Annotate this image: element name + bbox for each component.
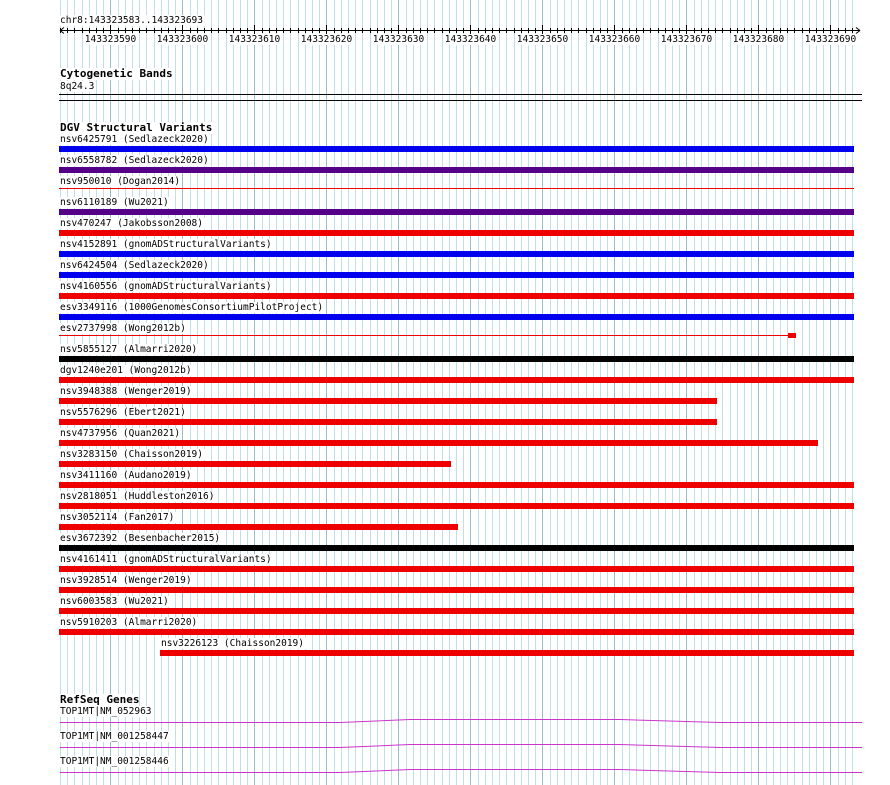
dgv-feature-label[interactable]: nsv6558782 (Sedlazeck2020) (60, 155, 209, 166)
refseq-gene-label[interactable]: TOP1MT|NM_001258446 (60, 756, 169, 767)
dgv-feature-bar[interactable] (59, 293, 854, 299)
dgv-feature-bar[interactable] (59, 482, 854, 488)
ruler-tick-label: 143323620 (300, 34, 353, 45)
dgv-feature-bar[interactable] (59, 272, 854, 278)
dgv-feature-label[interactable]: nsv4737956 (Quan2021) (60, 428, 181, 439)
dgv-feature-label[interactable]: nsv5576296 (Ebert2021) (60, 407, 186, 418)
dgv-feature-label[interactable]: nsv3283150 (Chaisson2019) (60, 449, 203, 460)
cytoband-line-bottom (59, 100, 862, 101)
ruler-tick-label: 143323660 (588, 34, 641, 45)
dgv-feature-label[interactable]: nsv3226123 (Chaisson2019) (161, 638, 304, 649)
ruler-tick-label: 143323690 (804, 34, 857, 45)
dgv-feature-bar[interactable] (59, 230, 854, 236)
dgv-feature-label[interactable]: nsv4152891 (gnomADStructuralVariants) (60, 239, 272, 250)
dgv-feature-bar[interactable] (59, 167, 854, 173)
ruler-tick-label: 143323650 (516, 34, 569, 45)
dgv-feature-label[interactable]: nsv6003583 (Wu2021) (60, 596, 169, 607)
dgv-feature-bar[interactable] (59, 377, 854, 383)
ruler-location: chr8:143323583..143323693 (60, 15, 203, 26)
dgv-feature-bar[interactable] (59, 503, 854, 509)
dgv-feature-bar[interactable] (59, 566, 854, 572)
dgv-feature-label[interactable]: nsv3411160 (Audano2019) (60, 470, 192, 481)
dgv-feature-label[interactable]: nsv3928514 (Wenger2019) (60, 575, 192, 586)
dgv-feature-label[interactable]: nsv5910203 (Almarri2020) (60, 617, 198, 628)
refseq-gene-line (60, 720, 862, 723)
dgv-feature-label[interactable]: nsv2818051 (Huddleston2016) (60, 491, 215, 502)
refseq-gene-label[interactable]: TOP1MT|NM_052963 (60, 706, 152, 717)
dgv-feature-bar[interactable] (59, 314, 854, 320)
dgv-feature-label[interactable]: nsv6425791 (Sedlazeck2020) (60, 134, 209, 145)
ruler-tick-label: 143323630 (372, 34, 425, 45)
dgv-feature-label[interactable]: esv3672392 (Besenbacher2015) (60, 533, 221, 544)
dgv-feature-bar[interactable] (59, 146, 854, 152)
dgv-feature-label[interactable]: nsv950010 (Dogan2014) (60, 176, 181, 187)
refseq-gene-model[interactable] (0, 741, 890, 749)
dgv-feature-bar[interactable] (59, 608, 854, 614)
dgv-feature-bar[interactable] (59, 209, 854, 215)
dgv-feature-label[interactable]: nsv4160556 (gnomADStructuralVariants) (60, 281, 272, 292)
dgv-feature-label[interactable]: nsv470247 (Jakobsson2008) (60, 218, 203, 229)
ruler-tick-label: 143323610 (228, 34, 281, 45)
dgv-feature-bar[interactable] (59, 398, 717, 404)
dgv-feature-bar[interactable] (59, 251, 854, 257)
cytoband-line-top (59, 94, 862, 95)
dgv-feature-bar[interactable] (160, 650, 854, 656)
dgv-feature-bar[interactable] (59, 188, 854, 189)
cytoband-label[interactable]: 8q24.3 (60, 81, 95, 92)
ruler-tick-label: 143323590 (84, 34, 137, 45)
dgv-feature-label[interactable]: nsv4161411 (gnomADStructuralVariants) (60, 554, 272, 565)
dgv-feature-bar[interactable] (59, 545, 854, 551)
dgv-feature-label[interactable]: nsv3052114 (Fan2017) (60, 512, 175, 523)
dgv-feature-label[interactable]: nsv6110189 (Wu2021) (60, 197, 169, 208)
cytoband-track-title: Cytogenetic Bands (60, 67, 173, 80)
refseq-gene-model[interactable] (0, 716, 890, 724)
dgv-feature-bar[interactable] (59, 629, 854, 635)
ruler-tick-label: 143323640 (444, 34, 497, 45)
dgv-feature-bar[interactable] (59, 524, 458, 530)
refseq-gene-line (60, 770, 862, 773)
dgv-feature-label[interactable]: dgv1240e201 (Wong2012b) (60, 365, 192, 376)
dgv-feature-bar[interactable] (59, 440, 818, 446)
ruler-tick-label: 143323670 (660, 34, 713, 45)
dgv-feature-bar[interactable] (59, 461, 451, 467)
ruler-tick-label: 143323680 (732, 34, 785, 45)
dgv-feature-bar[interactable] (59, 587, 854, 593)
refseq-gene-label[interactable]: TOP1MT|NM_001258447 (60, 731, 169, 742)
dgv-feature-label[interactable]: nsv3948388 (Wenger2019) (60, 386, 192, 397)
dgv-feature-bar[interactable] (59, 335, 796, 336)
dgv-feature-label[interactable]: nsv6424504 (Sedlazeck2020) (60, 260, 209, 271)
refseq-gene-model[interactable] (0, 766, 890, 774)
refseq-track-title: RefSeq Genes (60, 693, 140, 706)
refseq-gene-line (60, 745, 862, 748)
dgv-feature-label[interactable]: esv3349116 (1000GenomesConsortiumPilotProject) (60, 302, 324, 313)
ruler-tick-label: 143323600 (156, 34, 209, 45)
dgv-feature-label[interactable]: nsv5855127 (Almarri2020) (60, 344, 198, 355)
dgv-feature-bar[interactable] (59, 356, 854, 362)
dgv-track-title: DGV Structural Variants (60, 121, 213, 134)
dgv-feature-bar[interactable] (59, 419, 717, 425)
dgv-feature-label[interactable]: esv2737998 (Wong2012b) (60, 323, 186, 334)
